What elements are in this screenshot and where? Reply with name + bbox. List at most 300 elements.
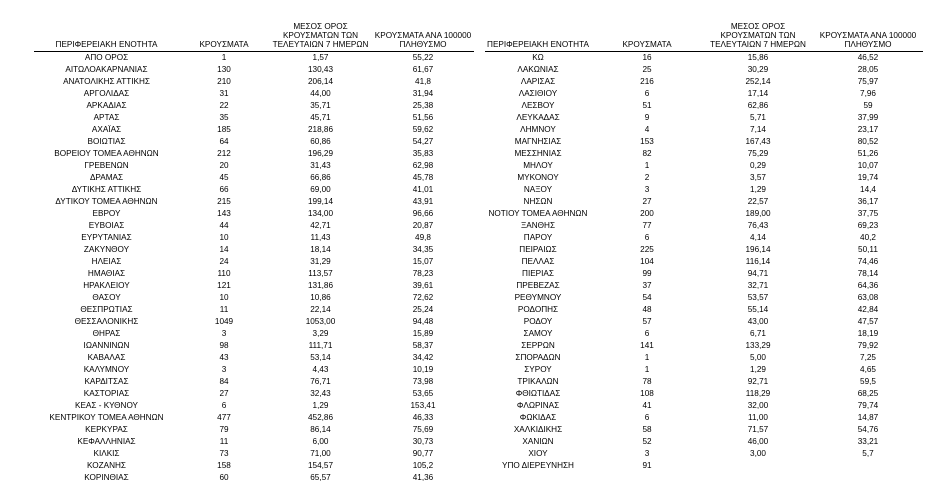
cell-7day-average: 0,29 <box>750 160 766 170</box>
cell-7day-average: 116,14 <box>745 256 771 266</box>
table-row <box>34 448 474 460</box>
cell-cases: 110 <box>217 268 231 278</box>
cell-regional-unit: ΘΗΡΑΣ <box>92 328 121 338</box>
table-row <box>34 424 474 436</box>
cell-regional-unit: ΔΡΑΜΑΣ <box>89 172 124 182</box>
cell-regional-unit: ΜΑΓΝΗΣΙΑΣ <box>514 136 562 146</box>
cell-cases: 66 <box>219 184 229 194</box>
cell-7day-average: 53,57 <box>747 292 769 302</box>
cell-cases-per-100k: 54,76 <box>857 424 879 434</box>
table-row <box>485 364 923 376</box>
cell-cases: 45 <box>219 172 229 182</box>
cell-cases: 24 <box>219 256 229 266</box>
cell-cases: 48 <box>642 304 652 314</box>
cell-regional-unit: ΚΑΒΑΛΑΣ <box>87 352 126 362</box>
cell-regional-unit: ΝΟΤΙΟΥ ΤΟΜΕΑ ΑΘΗΝΩΝ <box>488 208 588 218</box>
cell-7day-average: 134,00 <box>307 208 334 218</box>
cell-7day-average: 6,71 <box>750 328 766 338</box>
header-regional-unit: ΠΕΡΙΦΕΡΕΙΑΚΗ ΕΝΟΤΗΤΑ <box>55 40 158 50</box>
table-row <box>485 88 923 100</box>
cell-cases: 27 <box>642 196 652 206</box>
table-row <box>485 388 923 400</box>
cell-cases: 3 <box>221 328 227 338</box>
cell-7day-average: 154,57 <box>307 460 334 470</box>
cell-cases: 4 <box>644 124 650 134</box>
cell-cases-per-100k: 36,17 <box>857 196 879 206</box>
cell-cases-per-100k: 15,89 <box>412 328 434 338</box>
table-row <box>34 316 474 328</box>
table-row <box>34 376 474 388</box>
cell-cases-per-100k: 46,52 <box>857 52 879 62</box>
cell-cases: 11 <box>219 304 229 314</box>
cell-cases: 3 <box>644 184 650 194</box>
cell-cases-per-100k: 64,36 <box>857 280 879 290</box>
cell-7day-average: 1053,00 <box>305 316 336 326</box>
table-row <box>485 136 923 148</box>
cell-cases-per-100k: 79,74 <box>857 400 879 410</box>
cell-regional-unit: ΚΩ <box>532 52 544 62</box>
cell-cases: 82 <box>642 148 652 158</box>
cell-cases: 153 <box>640 136 654 146</box>
cell-7day-average: 167,43 <box>745 136 771 146</box>
cell-cases-per-100k: 20,87 <box>412 220 434 230</box>
table-row <box>34 100 474 112</box>
cell-cases-per-100k: 41,01 <box>412 184 434 194</box>
cell-cases: 143 <box>217 208 231 218</box>
table-row <box>34 196 474 208</box>
cell-cases: 79 <box>219 424 229 434</box>
cell-cases: 51 <box>642 100 652 110</box>
cell-cases-per-100k: 18,19 <box>857 328 879 338</box>
cell-cases-per-100k: 54,27 <box>412 136 434 146</box>
cell-regional-unit: ΚΕΡΚΥΡΑΣ <box>85 424 128 434</box>
cell-cases: 73 <box>219 448 229 458</box>
cell-cases-per-100k: 80,52 <box>857 136 879 146</box>
cell-cases-per-100k: 7,96 <box>860 88 876 98</box>
cell-cases: 20 <box>219 160 229 170</box>
cell-cases-per-100k: 37,75 <box>857 208 879 218</box>
cell-cases: 130 <box>217 64 231 74</box>
table-row <box>485 76 923 88</box>
cell-regional-unit: ΚΕΦΑΛΛΗΝΙΑΣ <box>77 436 136 446</box>
cell-7day-average: 199,14 <box>307 196 334 206</box>
table-row <box>34 364 474 376</box>
cell-7day-average: 111,71 <box>308 340 333 350</box>
cell-cases: 31 <box>219 88 229 98</box>
cell-cases-per-100k: 41,8 <box>415 76 431 86</box>
cell-cases-per-100k: 41,36 <box>412 472 434 482</box>
cell-cases-per-100k: 10,19 <box>412 364 434 374</box>
cell-cases: 158 <box>217 460 231 470</box>
table-row <box>34 472 474 484</box>
cell-cases-per-100k: 53,65 <box>412 388 434 398</box>
table-row <box>485 376 923 388</box>
cell-cases-per-100k: 47,57 <box>857 316 879 326</box>
table-row <box>485 460 923 472</box>
cell-regional-unit: ΑΠΟ ΟΡΟΣ <box>84 52 129 62</box>
cell-cases-per-100k: 40,2 <box>860 232 876 242</box>
cell-regional-unit: ΠΑΡΟΥ <box>523 232 553 242</box>
cell-cases-per-100k: 39,61 <box>412 280 434 290</box>
cell-regional-unit: ΑΡΤΑΣ <box>93 112 120 122</box>
cell-cases-per-100k: 46,33 <box>412 412 434 422</box>
cell-cases-per-100k: 94,48 <box>412 316 434 326</box>
cell-regional-unit: ΑΡΚΑΔΙΑΣ <box>86 100 127 110</box>
cell-7day-average: 60,86 <box>310 136 331 146</box>
cases-table-right <box>485 12 923 472</box>
cell-cases-per-100k: 79,92 <box>857 340 879 350</box>
cell-cases-per-100k: 72,62 <box>412 292 434 302</box>
cell-regional-unit: ΛΗΜΝΟΥ <box>520 124 556 134</box>
table-row <box>485 400 923 412</box>
table-row <box>34 172 474 184</box>
table-row <box>485 280 923 292</box>
cell-regional-unit: ΜΕΣΣΗΝΙΑΣ <box>514 148 562 158</box>
table-row <box>485 112 923 124</box>
table-row <box>34 436 474 448</box>
cell-cases-per-100k: 34,42 <box>412 352 434 362</box>
cell-cases-per-100k: 14,4 <box>860 184 876 194</box>
cell-regional-unit: ΑΧΑΪΑΣ <box>91 124 122 134</box>
cell-7day-average: 10,86 <box>310 292 331 302</box>
cell-regional-unit: ΚΑΛΥΜΝΟΥ <box>83 364 130 374</box>
header-cases-per-100k: ΚΡΟΥΣΜΑΤΑ ΑΝΑ 100000 ΠΛΗΘΥΣΜΟ <box>374 31 472 50</box>
cell-7day-average: 42,71 <box>310 220 331 230</box>
table-row <box>485 124 923 136</box>
cell-regional-unit: ΕΥΡΥΤΑΝΙΑΣ <box>81 232 132 242</box>
cell-regional-unit: ΒΟΡΕΙΟΥ ΤΟΜΕΑ ΑΘΗΝΩΝ <box>54 148 159 158</box>
table-row <box>34 292 474 304</box>
cell-cases-per-100k: 75,97 <box>857 76 879 86</box>
cell-7day-average: 452,86 <box>307 412 334 422</box>
cell-cases: 91 <box>642 460 652 470</box>
cell-cases: 3 <box>644 448 650 458</box>
table-row <box>34 280 474 292</box>
cell-7day-average: 1,57 <box>312 52 329 62</box>
cell-regional-unit: ΚΑΣΤΟΡΙΑΣ <box>83 388 130 398</box>
cell-cases-per-100k: 45,78 <box>412 172 434 182</box>
cell-7day-average: 3,29 <box>312 328 329 338</box>
cell-cases-per-100k: 78,23 <box>412 268 434 278</box>
table-row <box>485 100 923 112</box>
cell-regional-unit: ΠΕΙΡΑΙΩΣ <box>519 244 557 254</box>
header-cases-per-100k: ΚΡΟΥΣΜΑΤΑ ΑΝΑ 100000 ΠΛΗΘΥΣΜΟ <box>819 31 917 50</box>
cell-regional-unit: ΠΡΕΒΕΖΑΣ <box>516 280 560 290</box>
cases-table-left <box>34 12 474 484</box>
cell-cases-per-100k: 19,74 <box>857 172 879 182</box>
cell-cases-per-100k: 37,99 <box>857 112 879 122</box>
cell-cases: 14 <box>219 244 229 254</box>
cell-cases: 6 <box>644 232 650 242</box>
cell-7day-average: 62,86 <box>747 100 769 110</box>
cell-cases-per-100k: 31,94 <box>412 88 434 98</box>
cell-7day-average <box>703 460 813 472</box>
table-row <box>34 112 474 124</box>
table-row <box>485 340 923 352</box>
cell-7day-average: 218,86 <box>307 124 334 134</box>
table-row <box>34 232 474 244</box>
cell-cases: 185 <box>217 124 231 134</box>
cell-cases-per-100k: 96,66 <box>412 208 434 218</box>
table-row <box>485 184 923 196</box>
cell-cases-per-100k: 51,26 <box>857 148 879 158</box>
cell-cases-per-100k: 51,56 <box>412 112 434 122</box>
cell-regional-unit: ΠΕΛΛΑΣ <box>521 256 555 266</box>
table-row <box>34 268 474 280</box>
table-row <box>485 424 923 436</box>
cell-regional-unit: ΘΕΣΠΡΩΤΙΑΣ <box>80 304 133 314</box>
cell-cases: 41 <box>642 400 652 410</box>
table-row <box>485 304 923 316</box>
cell-cases-per-100k: 30,73 <box>412 436 434 446</box>
cell-cases-per-100k: 105,2 <box>412 460 434 470</box>
cell-cases: 60 <box>219 472 229 482</box>
cell-regional-unit: ΑΙΤΩΛΟΑΚΑΡΝΑΝΙΑΣ <box>65 64 148 74</box>
cell-regional-unit: ΛΕΥΚΑΔΑΣ <box>516 112 560 122</box>
header-regional-unit: ΠΕΡΙΦΕΡΕΙΑΚΗ ΕΝΟΤΗΤΑ <box>487 40 589 50</box>
table-row <box>485 352 923 364</box>
cell-7day-average: 196,29 <box>307 148 334 158</box>
cell-cases: 3 <box>221 364 227 374</box>
cell-regional-unit: ΞΑΝΘΗΣ <box>520 220 556 230</box>
cell-regional-unit: ΒΟΙΩΤΙΑΣ <box>87 136 126 146</box>
cell-cases: 477 <box>217 412 231 422</box>
cell-regional-unit: ΤΡΙΚΑΛΩΝ <box>517 376 559 386</box>
table-row <box>34 304 474 316</box>
cell-7day-average: 31,43 <box>310 160 331 170</box>
table-row <box>34 400 474 412</box>
cell-7day-average: 31,29 <box>310 256 331 266</box>
cell-cases-per-100k: 34,35 <box>412 244 434 254</box>
cell-7day-average: 76,71 <box>310 376 331 386</box>
cell-cases-per-100k: 25,38 <box>412 100 434 110</box>
cell-cases: 1 <box>644 160 650 170</box>
cell-7day-average: 5,00 <box>750 352 766 362</box>
cell-cases: 54 <box>642 292 652 302</box>
cell-cases: 141 <box>640 340 654 350</box>
cell-cases: 44 <box>219 220 229 230</box>
cell-7day-average: 189,00 <box>745 208 771 218</box>
table-row <box>34 88 474 100</box>
cell-7day-average: 3,57 <box>750 172 766 182</box>
cell-cases: 77 <box>642 220 652 230</box>
cell-7day-average: 113,57 <box>308 268 333 278</box>
cell-7day-average: 55,14 <box>747 304 769 314</box>
cell-7day-average: 252,14 <box>745 76 771 86</box>
cell-regional-unit: ΣΠΟΡΑΔΩΝ <box>515 352 561 362</box>
table-row <box>485 172 923 184</box>
header-7day-average: ΜΕΣΟΣ ΟΡΟΣ ΚΡΟΥΣΜΑΤΩΝ ΤΩΝ ΤΕΛΕΥΤΑΙΩΝ 7 ΗΜΕΡΩΝ <box>272 22 369 50</box>
cell-regional-unit: ΧΑΝΙΩΝ <box>522 436 554 446</box>
cell-cases: 200 <box>640 208 654 218</box>
cell-regional-unit: ΖΑΚΥΝΘΟΥ <box>83 244 130 254</box>
cell-7day-average: 69,00 <box>310 184 331 194</box>
cell-regional-unit: ΑΝΑΤΟΛΙΚΗΣ ΑΤΤΙΚΗΣ <box>63 76 150 86</box>
cell-cases-per-100k: 59,62 <box>412 124 434 134</box>
cell-7day-average: 196,14 <box>745 244 771 254</box>
cell-regional-unit: ΛΑΚΩΝΙΑΣ <box>517 64 559 74</box>
cell-cases-per-100k: 28,05 <box>857 64 879 74</box>
cell-cases-per-100k: 73,98 <box>412 376 434 386</box>
table-row <box>34 220 474 232</box>
cell-cases-per-100k: 61,67 <box>412 64 434 74</box>
cell-cases: 64 <box>219 136 229 146</box>
cell-cases: 121 <box>217 280 231 290</box>
table-row <box>485 268 923 280</box>
cell-regional-unit: ΜΥΚΟΝΟΥ <box>517 172 559 182</box>
cell-cases: 99 <box>642 268 652 278</box>
cell-cases-per-100k: 49,8 <box>415 232 431 242</box>
cell-cases-per-100k: 15,07 <box>412 256 434 266</box>
cell-7day-average: 92,71 <box>747 376 769 386</box>
cell-7day-average: 71,00 <box>310 448 331 458</box>
cell-cases-per-100k: 90,77 <box>412 448 434 458</box>
table-row <box>34 136 474 148</box>
cell-cases: 10 <box>219 292 229 302</box>
table-row <box>34 160 474 172</box>
cell-cases: 104 <box>640 256 654 266</box>
cell-regional-unit: ΕΒΡΟΥ <box>92 208 121 218</box>
cell-cases-per-100k: 55,22 <box>412 52 434 62</box>
cell-cases: 215 <box>217 196 231 206</box>
cell-regional-unit: ΛΕΣΒΟΥ <box>521 100 555 110</box>
cell-7day-average: 45,71 <box>310 112 331 122</box>
cell-cases: 25 <box>642 64 652 74</box>
cell-regional-unit: ΑΡΓΟΛΙΔΑΣ <box>83 88 130 98</box>
table-row <box>485 316 923 328</box>
cell-regional-unit: ΣΕΡΡΩΝ <box>521 340 555 350</box>
cell-regional-unit: ΚΟΡΙΝΘΙΑΣ <box>84 472 129 482</box>
cell-7day-average: 17,14 <box>747 88 769 98</box>
cell-7day-average: 1,29 <box>750 364 766 374</box>
table-row <box>34 256 474 268</box>
cell-7day-average: 131,86 <box>307 280 334 290</box>
table-row <box>485 448 923 460</box>
header-7day-average: ΜΕΣΟΣ ΟΡΟΣ ΚΡΟΥΣΜΑΤΩΝ ΤΩΝ ΤΕΛΕΥΤΑΙΩΝ 7 ΗΜΕΡΩΝ <box>710 22 806 50</box>
cell-cases: 58 <box>642 424 652 434</box>
cell-cases: 37 <box>642 280 652 290</box>
cell-cases-per-100k: 63,08 <box>857 292 879 302</box>
cell-7day-average: 53,14 <box>310 352 331 362</box>
table-row <box>34 340 474 352</box>
cell-regional-unit: ΘΑΣΟΥ <box>92 292 121 302</box>
cell-cases: 57 <box>642 316 652 326</box>
cell-cases-per-100k: 69,23 <box>857 220 879 230</box>
cell-cases: 6 <box>644 328 650 338</box>
cell-cases: 1 <box>644 352 650 362</box>
table-row <box>34 64 474 76</box>
table-row <box>485 196 923 208</box>
cell-cases: 22 <box>219 100 229 110</box>
table-row <box>485 436 923 448</box>
cell-regional-unit: ΚΟΖΑΝΗΣ <box>87 460 126 470</box>
cell-cases: 11 <box>219 436 229 446</box>
table-row <box>34 388 474 400</box>
cell-regional-unit: ΣΥΡΟΥ <box>524 364 552 374</box>
cell-regional-unit: ΝΗΣΩΝ <box>523 196 553 206</box>
cell-7day-average: 118,29 <box>745 388 771 398</box>
cell-7day-average: 35,71 <box>310 100 331 110</box>
cell-cases: 9 <box>644 112 650 122</box>
cell-regional-unit: ΡΟΔΟΠΗΣ <box>517 304 559 314</box>
cell-regional-unit: ΗΜΑΘΙΑΣ <box>87 268 126 278</box>
cell-regional-unit: ΦΘΙΩΤΙΔΑΣ <box>515 388 561 398</box>
cell-cases: 43 <box>219 352 229 362</box>
cell-cases-per-100k: 42,84 <box>857 304 879 314</box>
table-row <box>485 64 923 76</box>
cell-cases: 35 <box>219 112 229 122</box>
cell-7day-average: 18,14 <box>310 244 331 254</box>
cell-7day-average: 6,00 <box>312 436 329 446</box>
cell-7day-average: 44,00 <box>310 88 331 98</box>
cell-7day-average: 71,57 <box>747 424 769 434</box>
cell-cases-per-100k: 33,21 <box>857 436 879 446</box>
table-row <box>34 52 474 65</box>
cell-7day-average: 66,86 <box>310 172 331 182</box>
cell-regional-unit: ΡΟΔΟΥ <box>523 316 553 326</box>
cell-regional-unit: ΔΥΤΙΚΟΥ ΤΟΜΕΑ ΑΘΗΝΩΝ <box>55 196 158 206</box>
cell-cases: 212 <box>217 148 231 158</box>
cell-regional-unit: ΗΛΕΙΑΣ <box>91 256 122 266</box>
cell-7day-average: 11,00 <box>748 412 768 422</box>
table-row <box>485 244 923 256</box>
table-row <box>34 76 474 88</box>
cell-7day-average: 65,57 <box>310 472 331 482</box>
cell-cases: 16 <box>642 52 652 62</box>
cell-regional-unit: ΛΑΡΙΣΑΣ <box>520 76 556 86</box>
cell-cases-per-100k: 153,41 <box>410 400 436 410</box>
table-row <box>485 232 923 244</box>
cell-cases-per-100k: 58,37 <box>412 340 434 350</box>
cell-cases-per-100k <box>813 460 923 472</box>
cell-cases: 6 <box>221 400 227 410</box>
table-row <box>34 208 474 220</box>
table-row <box>485 256 923 268</box>
cell-cases: 6 <box>644 88 650 98</box>
cell-7day-average: 75,29 <box>747 148 769 158</box>
cell-cases: 52 <box>642 436 652 446</box>
table-row <box>34 148 474 160</box>
cell-regional-unit: ΦΩΚΙΔΑΣ <box>519 412 557 422</box>
cell-cases: 6 <box>644 412 650 422</box>
cell-cases-per-100k: 23,17 <box>857 124 879 134</box>
table-row <box>34 184 474 196</box>
cell-7day-average: 76,43 <box>747 220 769 230</box>
table-row <box>485 412 923 424</box>
cell-cases: 1 <box>644 364 650 374</box>
cell-7day-average: 46,00 <box>747 436 769 446</box>
table-row <box>34 460 474 472</box>
cell-7day-average: 11,43 <box>310 232 331 242</box>
cell-cases-per-100k: 75,69 <box>412 424 434 434</box>
cell-cases: 1049 <box>214 316 234 326</box>
cell-regional-unit: ΚΑΡΔΙΤΣΑΣ <box>84 376 129 386</box>
header-cases: ΚΡΟΥΣΜΑΤΑ <box>199 40 249 50</box>
table-row <box>34 352 474 364</box>
cell-cases: 216 <box>640 76 654 86</box>
cell-cases-per-100k: 68,25 <box>857 388 879 398</box>
cell-regional-unit: ΣΑΜΟΥ <box>523 328 553 338</box>
cell-7day-average: 4,43 <box>312 364 329 374</box>
cell-regional-unit: ΚΕΝΤΡΙΚΟΥ ΤΟΜΕΑ ΑΘΗΝΩΝ <box>49 412 164 422</box>
cell-7day-average: 32,00 <box>747 400 769 410</box>
table-row <box>485 208 923 220</box>
cell-7day-average: 15,86 <box>747 52 769 62</box>
cell-cases: 1 <box>221 52 227 62</box>
table-row <box>34 124 474 136</box>
cell-regional-unit: ΝΑΞΟΥ <box>523 184 553 194</box>
cell-7day-average: 133,29 <box>745 340 771 350</box>
